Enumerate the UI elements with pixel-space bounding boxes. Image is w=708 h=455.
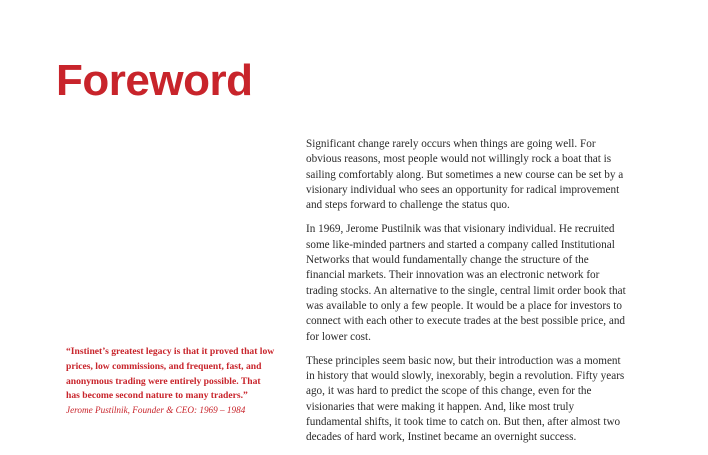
page-title: Foreword [56, 56, 253, 105]
body-paragraph-1: Significant change rarely occurs when things are going well. For obvious reasons, most people would not willingly rock a boat that is sailing comfortably along. But sometimes a new course can be set by a visionary individual who sees an opportunity for radical improvement and steps forward to challenge the status quo. [306, 138, 624, 212]
body-paragraph-2: In 1969, Jerome Pustilnik was that visionary individual. He recruited some like-minded partners and started a company called Institutional Networks that would fundamentally change the structure of the financial markets. Their innovation was an electronic network for trading stocks. An alternative to the single, central limit order book that was available to only a few people. It would be a place for investors to connect with each other to execute trades at the best possible price, and for lower cost. [306, 223, 626, 343]
pull-quote-text: “Instinet’s greatest legacy is that it proved that low prices, low commissions, and frequent, fast, and anonymous trading were entirely possible. That has become second nature to many traders.” [66, 346, 275, 402]
pull-quote [66, 345, 276, 417]
body-paragraph-3: These principles seem basic now, but their introduction was a moment in history that would slowly, inexorably, begin a revolution. Fifty years ago, it was hard to predict the scope of this change, even for the visionaries that were making it happen. And, like most truly fundamental shifts, it took time to catch on. But then, after almost two decades of hard work, Instinet became an overnight success. [306, 354, 625, 444]
pull-quote-attribution: Jerome Pustilnik, Founder & CEO: 1969 – 1984 [66, 405, 246, 416]
body-column [306, 137, 626, 455]
